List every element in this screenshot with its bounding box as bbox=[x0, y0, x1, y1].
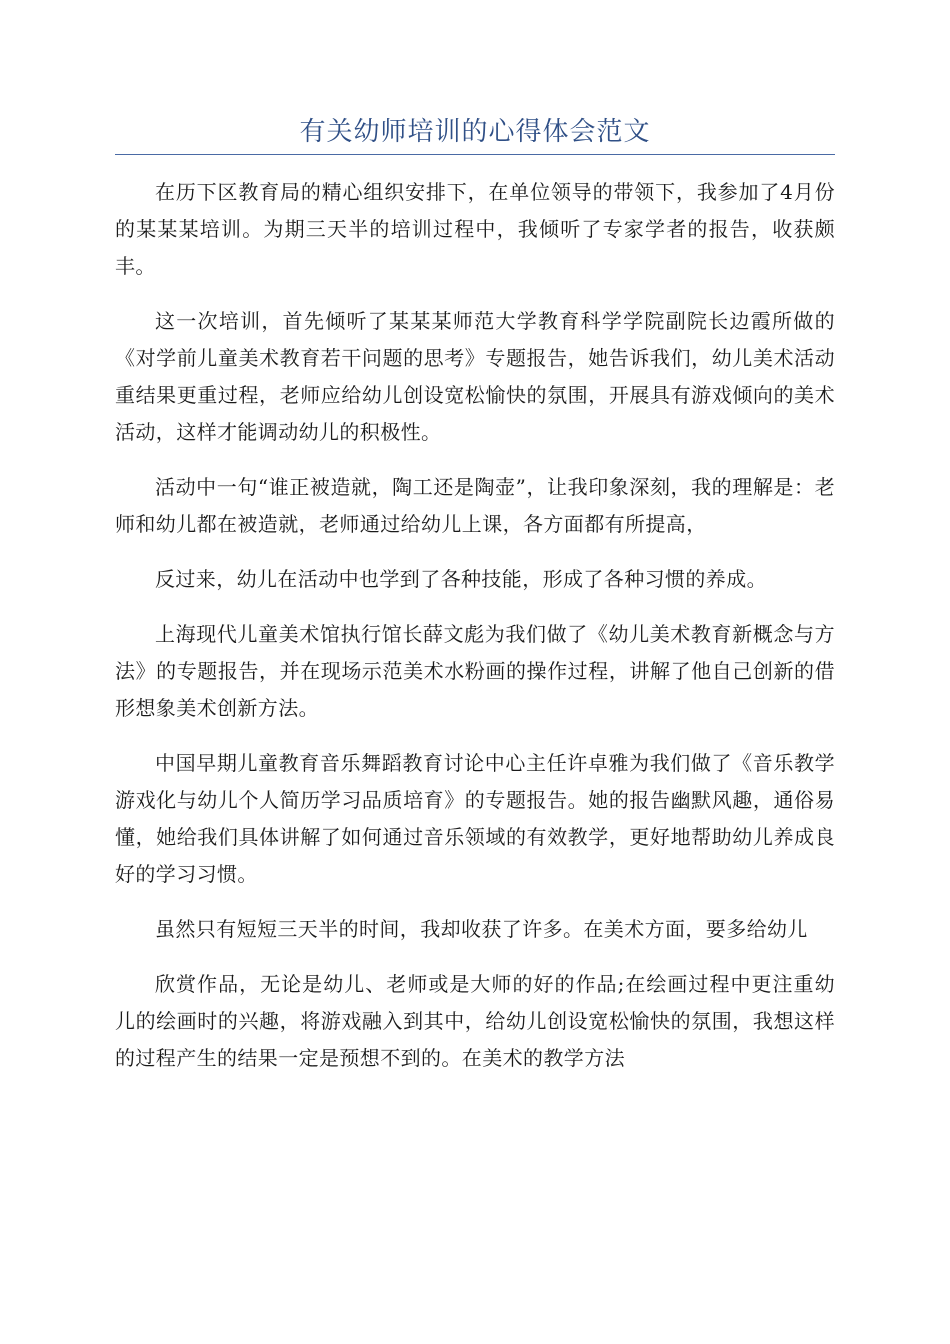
paragraph-3: 活动中一句“谁正被造就，陶工还是陶壶”，让我印象深刻，我的理解是：老师和幼儿都在被造就，老师通过给幼儿上课，各方面都有所提高， bbox=[115, 475, 835, 536]
document-title: 有关幼师培训的心得体会范文 bbox=[299, 117, 651, 147]
paragraph-2: 这一次培训，首先倾听了某某某师范大学教育科学学院副院长边霞所做的《对学前儿童美术教育若干问题的思考》专题报告，她告诉我们，幼儿美术活动重结果更重过程，老师应给幼儿创设宽松愉快的氛围，开展具有游戏倾向的美术活动，这样才能调动幼儿的积极性。 bbox=[115, 309, 835, 444]
paragraph-8: 欣赏作品，无论是幼儿、老师或是大师的好的作品;在绘画过程中更注重幼儿的绘画时的兴趣，将游戏融入到其中，给幼儿创设宽松愉快的氛围，我想这样的过程产生的结果一定是预想不到的。在美术的教学方法 bbox=[115, 972, 835, 1070]
paragraph-7: 虽然只有短短三天半的时间，我却收获了许多。在美术方面，要多给幼儿 bbox=[155, 917, 808, 941]
document-body bbox=[115, 174, 835, 1095]
paragraph-4: 反过来，幼儿在活动中也学到了各种技能，形成了各种习惯的养成。 bbox=[155, 567, 767, 591]
paragraph-1: 在历下区教育局的精心组织安排下，在单位领导的带领下，我参加了4月份的某某某培训。为期三天半的培训过程中，我倾听了专家学者的报告，收获颇丰。 bbox=[115, 180, 835, 278]
paragraph-5: 上海现代儿童美术馆执行馆长薛文彪为我们做了《幼儿美术教育新概念与方法》的专题报告，并在现场示范美术水粉画的操作过程，讲解了他自己创新的借形想象美术创新方法。 bbox=[115, 622, 835, 720]
title-underline bbox=[115, 154, 835, 155]
paragraph-6: 中国早期儿童教育音乐舞蹈教育讨论中心主任许卓雅为我们做了《音乐教学游戏化与幼儿个人简历学习品质培育》的专题报告。她的报告幽默风趣，通俗易懂，她给我们具体讲解了如何通过音乐领域的有效教学，更好地帮助幼儿养成良好的学习习惯。 bbox=[115, 751, 835, 886]
